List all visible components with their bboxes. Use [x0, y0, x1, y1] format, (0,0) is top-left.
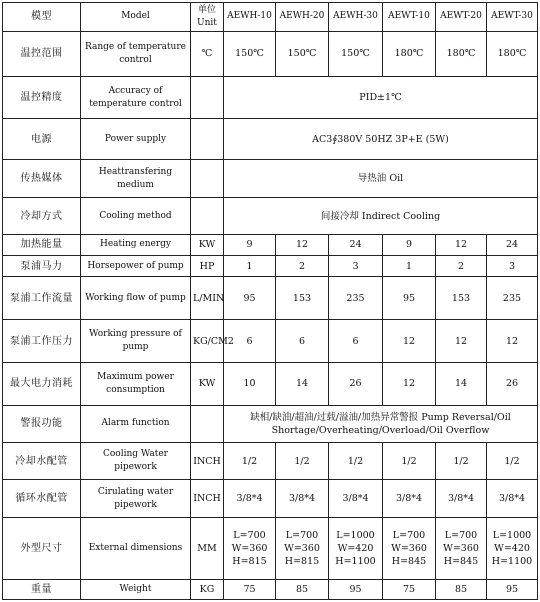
row-unit: KW — [191, 234, 224, 255]
row-label-zh: 冷却方式 — [3, 198, 81, 234]
value-cell: 75 — [383, 579, 436, 599]
value-cell: 24 — [329, 234, 383, 255]
dimension-cell — [487, 517, 538, 579]
value-cell: 26 — [329, 362, 383, 405]
value-cell: 1/2 — [329, 442, 383, 479]
value-cell: 85 — [276, 579, 329, 599]
row-label-en: Cooling Water pipework — [81, 442, 191, 479]
row-label-en: Heattransfering medium — [81, 159, 191, 197]
spec-table-container — [2, 2, 537, 600]
dimension-line: L=700 — [233, 529, 266, 541]
dimension-line: H=1100 — [335, 555, 376, 567]
value-cell: 95 — [224, 277, 276, 320]
dimension-line: L=1000 — [336, 529, 375, 541]
value-cell: 95 — [383, 277, 436, 320]
table-row — [3, 320, 538, 363]
table-row — [3, 442, 538, 479]
table-row — [3, 517, 538, 579]
row-label-zh: 泵浦工作压力 — [3, 320, 81, 363]
table-row — [3, 256, 538, 277]
header-model-en: Model — [81, 3, 191, 32]
row-merged-value: PID±1℃ — [224, 76, 538, 119]
value-cell: 9 — [383, 234, 436, 255]
row-label-en: Maximum power consumption — [81, 362, 191, 405]
row-label-en: Cooling method — [81, 198, 191, 234]
value-cell: 95 — [329, 579, 383, 599]
row-label-en: Weight — [81, 579, 191, 599]
dimension-line: W=420 — [337, 542, 374, 554]
table-row — [3, 159, 538, 197]
value-cell: 1/2 — [383, 442, 436, 479]
value-cell: 180℃ — [383, 31, 436, 76]
row-label-zh: 重量 — [3, 579, 81, 599]
value-cell: 10 — [224, 362, 276, 405]
value-cell: 1/2 — [224, 442, 276, 479]
value-cell: 2 — [276, 256, 329, 277]
row-unit: KG/CM2 — [191, 320, 224, 363]
value-cell: 235 — [487, 277, 538, 320]
row-label-zh: 最大电力消耗 — [3, 362, 81, 405]
value-cell: 9 — [224, 234, 276, 255]
header-model-5: AEWT-20 — [436, 3, 487, 32]
header-model-3: AEWH-30 — [329, 3, 383, 32]
row-unit: INCH — [191, 480, 224, 517]
dimension-cell — [276, 517, 329, 579]
value-cell: 150℃ — [276, 31, 329, 76]
value-cell: 6 — [329, 320, 383, 363]
dimension-line: W=360 — [231, 542, 268, 554]
value-cell: 12 — [436, 234, 487, 255]
value-cell: 95 — [487, 579, 538, 599]
value-cell: 12 — [487, 320, 538, 363]
row-label-zh: 传热媒体 — [3, 159, 81, 197]
row-unit — [191, 76, 224, 119]
value-cell: 3 — [329, 256, 383, 277]
dimension-line: L=1000 — [492, 529, 532, 541]
row-label-en: Cirulating water pipework — [81, 480, 191, 517]
table-row — [3, 31, 538, 76]
row-label-zh: 外型尺寸 — [3, 517, 81, 579]
dimension-line: H=845 — [391, 555, 427, 567]
dimension-line: W=360 — [443, 542, 479, 554]
header-unit: 单位 Unit — [191, 3, 224, 32]
dimension-line: W=360 — [284, 542, 320, 554]
row-unit: L/MIN — [191, 277, 224, 320]
header-model-zh: 模型 — [3, 3, 81, 32]
table-row — [3, 76, 538, 119]
header-row — [3, 3, 538, 32]
value-cell: 150℃ — [224, 31, 276, 76]
table-row — [3, 198, 538, 234]
row-label-zh: 泵浦工作流量 — [3, 277, 81, 320]
row-unit: KG — [191, 579, 224, 599]
value-cell: 3/8*4 — [224, 480, 276, 517]
dimension-cell — [329, 517, 383, 579]
value-cell: 153 — [276, 277, 329, 320]
header-model-6: AEWT-30 — [487, 3, 538, 32]
dimension-line: H=815 — [284, 555, 320, 567]
value-cell: 1 — [224, 256, 276, 277]
value-cell: 14 — [436, 362, 487, 405]
table-row — [3, 579, 538, 599]
row-label-en: Heating energy — [81, 234, 191, 255]
row-merged-value: 导热油 Oil — [224, 159, 538, 197]
dimension-cell — [383, 517, 436, 579]
row-unit — [191, 198, 224, 234]
dimension-cell — [224, 517, 276, 579]
row-unit: KW — [191, 362, 224, 405]
row-unit — [191, 119, 224, 160]
table-row — [3, 480, 538, 517]
row-label-en: External dimensions — [81, 517, 191, 579]
row-unit — [191, 159, 224, 197]
dimension-line: W=360 — [391, 542, 427, 554]
row-label-en: Working pressure of pump — [81, 320, 191, 363]
table-row — [3, 277, 538, 320]
value-cell: 6 — [276, 320, 329, 363]
value-cell: 1/2 — [436, 442, 487, 479]
table-row — [3, 405, 538, 442]
value-cell: 14 — [276, 362, 329, 405]
value-cell: 153 — [436, 277, 487, 320]
value-cell: 3/8*4 — [329, 480, 383, 517]
value-cell: 235 — [329, 277, 383, 320]
dimension-line: L=700 — [285, 529, 319, 541]
dimension-line: L=700 — [392, 529, 426, 541]
row-label-zh: 警报功能 — [3, 405, 81, 442]
row-label-en: Range of temperature control — [81, 31, 191, 76]
row-merged-value: 间接冷却 Indirect Cooling — [224, 198, 538, 234]
value-cell: 150℃ — [329, 31, 383, 76]
value-cell: 180℃ — [436, 31, 487, 76]
dimension-line: H=845 — [443, 555, 479, 567]
value-cell: 3/8*4 — [487, 480, 538, 517]
spec-table — [2, 2, 538, 600]
row-unit: HP — [191, 256, 224, 277]
value-cell: 12 — [383, 362, 436, 405]
row-label-en: Working flow of pump — [81, 277, 191, 320]
table-row — [3, 362, 538, 405]
row-label-en: Alarm function — [81, 405, 191, 442]
value-cell: 1/2 — [276, 442, 329, 479]
row-label-zh: 加热能量 — [3, 234, 81, 255]
header-model-1: AEWH-10 — [224, 3, 276, 32]
value-cell: 75 — [224, 579, 276, 599]
value-cell: 3/8*4 — [276, 480, 329, 517]
header-model-4: AEWT-10 — [383, 3, 436, 32]
value-cell: 1 — [383, 256, 436, 277]
value-cell: 85 — [436, 579, 487, 599]
row-label-zh: 温控范围 — [3, 31, 81, 76]
table-row — [3, 119, 538, 160]
dimension-line: L=700 — [444, 529, 478, 541]
table-row — [3, 234, 538, 255]
row-unit: INCH — [191, 442, 224, 479]
row-label-en: Accuracy of temperature control — [81, 76, 191, 119]
header-model-2: AEWH-20 — [276, 3, 329, 32]
row-label-zh: 泵浦马力 — [3, 256, 81, 277]
value-cell: 180℃ — [487, 31, 538, 76]
value-cell: 12 — [383, 320, 436, 363]
value-cell: 12 — [276, 234, 329, 255]
row-label-zh: 电源 — [3, 119, 81, 160]
dimension-line: H=815 — [232, 555, 267, 567]
value-cell: 3/8*4 — [383, 480, 436, 517]
row-label-zh: 温控精度 — [3, 76, 81, 119]
dimension-line: W=420 — [494, 542, 530, 554]
row-merged-value: 缺相/缺油/超油/过载/溢油/加热异常警报 Pump Reversal/Oil Shortage/Overheating/Overload/Oil Overflow — [224, 405, 538, 442]
value-cell: 24 — [487, 234, 538, 255]
dimension-line: H=1100 — [491, 555, 533, 567]
value-cell: 2 — [436, 256, 487, 277]
value-cell: 26 — [487, 362, 538, 405]
row-label-en: Horsepower of pump — [81, 256, 191, 277]
row-label-en: Power supply — [81, 119, 191, 160]
value-cell: 1/2 — [487, 442, 538, 479]
row-label-zh: 循环水配管 — [3, 480, 81, 517]
row-unit — [191, 405, 224, 442]
value-cell: 3/8*4 — [436, 480, 487, 517]
row-unit: MM — [191, 517, 224, 579]
row-unit: ℃ — [191, 31, 224, 76]
dimension-cell — [436, 517, 487, 579]
row-label-zh: 冷却水配管 — [3, 442, 81, 479]
value-cell: 12 — [436, 320, 487, 363]
value-cell: 6 — [224, 320, 276, 363]
value-cell: 3 — [487, 256, 538, 277]
row-merged-value: AC3∮380V 50HZ 3P+E (5W) — [224, 119, 538, 160]
